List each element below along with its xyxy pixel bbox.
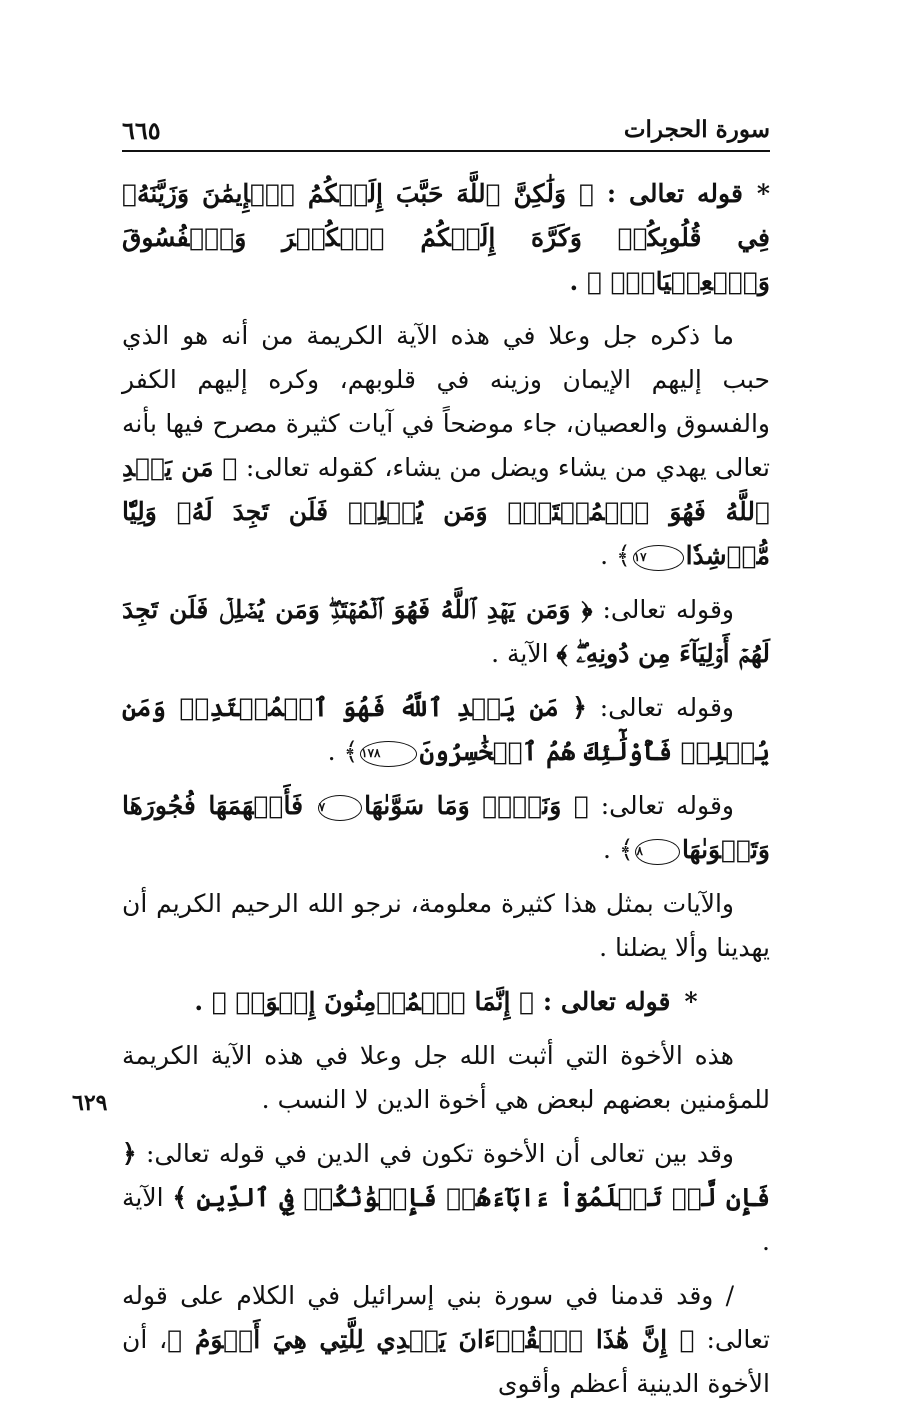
star-marker: * <box>756 179 770 208</box>
paragraph-3 <box>122 588 770 676</box>
header-rule <box>122 150 770 152</box>
page-header <box>122 112 770 148</box>
paragraph-tail: ﴾ . <box>600 541 631 570</box>
margin-page-reference: ٦٢٩ <box>72 1090 108 1116</box>
quran-verse: ﴿ وَلَٰكِنَّ ٱللَّهَ حَبَّبَ إِلَيۡكُمُ ٱلۡإِيمَٰنَ وَزَيَّنَهُۥ فِي قُلُوبِكُمۡ وَكَرَّهَ إِلَيۡكُمُ ٱلۡكُفۡرَ وَٱلۡفُسُوقَ وَٱلۡعِصۡيَانَۚ ﴾ <box>122 179 770 296</box>
paragraph-tail: الآية . <box>491 639 557 668</box>
ayah-number-marker: ٨ <box>635 839 679 865</box>
quran-verse: ﴿ مَن يَهۡدِ ٱللَّهُ فَهُوَ ٱلۡمُهۡتَدِۖ وَمَن يُضۡلِلۡ فَلَن تَجِدَ لَهُۥ وَلِيّٗا مُّرۡشِدٗا <box>122 453 770 570</box>
paragraph-tail: ﴾ . <box>602 835 634 864</box>
ayah-number-marker: ١٧ <box>633 545 684 571</box>
quran-verse: ﴿ وَنَفۡسٖ وَمَا سَوَّىٰهَا <box>364 791 589 820</box>
paragraph-tail: الآية . <box>122 1183 770 1256</box>
page-number: ٦٦٥ <box>122 116 161 145</box>
paragraph-8 <box>122 1034 770 1122</box>
paragraph-tail: ﴾ . <box>327 737 359 766</box>
page-body <box>122 172 770 1416</box>
paragraph-5 <box>122 784 770 872</box>
paragraph-text: وقوله تعالى: <box>588 791 734 820</box>
quran-verse: ﴿ وَمَن يَهۡدِ ٱللَّهُ فَهُوَ ٱلۡمُهۡتَدِۖ وَمَن يُضۡلِلۡ فَلَن تَجِدَ لَهُمۡ أَوۡلِيَآءَ مِن دُونِهِۦۖ ﴾ <box>122 595 770 668</box>
paragraph-text: والآيات بمثل هذا كثيرة معلومة، نرجو الله الرحيم الكريم أن يهدينا وألا يضلنا . <box>122 889 770 962</box>
quran-verse: ﴿ إِنَّ هَٰذَا ٱلۡقُرۡءَانَ يَهۡدِي لِلَّتِي هِيَ أَقۡوَمُ ﴾ <box>167 1325 695 1354</box>
heading-lead: قوله تعالى : <box>542 987 671 1016</box>
quran-verse: ﴿ فَإِن لَّمۡ تَعۡلَمُوٓاْ ءَابَآءَهُمۡ فَإِخۡوَٰنُكُمۡ فِي ٱلدِّينِ ﴾ <box>122 1139 771 1212</box>
ayah-number-marker: ٧ <box>318 795 362 821</box>
paragraph-9 <box>122 1132 770 1264</box>
paragraph-text: هذه الأخوة التي أثبت الله جل وعلا في هذه الآية الكريمة للمؤمنين بعضهم لبعض هي أخوة الدين لا النسب . <box>122 1041 770 1114</box>
star-marker: * <box>684 987 698 1016</box>
paragraph-6 <box>122 882 770 970</box>
section-heading-1 <box>122 172 770 304</box>
heading-tail: . <box>569 267 587 296</box>
paragraph-text: وقوله تعالى: <box>586 693 734 722</box>
heading-lead: قوله تعالى : <box>606 179 743 208</box>
quran-verse: ﴿ إِنَّمَا ٱلۡمُؤۡمِنُونَ إِخۡوَةٞ ﴾ <box>211 987 535 1016</box>
section-heading-2 <box>122 980 770 1024</box>
paragraph-tail: ، أن الأخوة الدينية أعظم وأقوى <box>122 1325 770 1398</box>
paragraph-text: وقوله تعالى: <box>592 595 734 624</box>
surah-title: سورة الحجرات <box>623 116 770 143</box>
paragraph-text: / وقد قدمنا في سورة بني إسرائيل في الكلام على قوله تعالى: <box>122 1281 770 1354</box>
quran-verse-continued: فَأَلۡهَمَهَا فُجُورَهَا وَتَقۡوَىٰهَا <box>122 791 770 864</box>
paragraph-text: وقد بين تعالى أن الأخوة تكون في الدين في قوله تعالى: <box>136 1139 734 1168</box>
heading-tail: . <box>194 987 212 1016</box>
paragraph-4 <box>122 686 770 774</box>
paragraph-text: ما ذكره جل وعلا في هذه الآية الكريمة من أنه هو الذي حبب إليهم الإيمان وزينه في قلوبهم، وكره إليهم الكفر والفسوق والعصيان، جاء موضحاً في آيات كثيرة مصرح فيها بأنه تعالى يهدي من يشاء ويضل من يشاء، كقوله تعالى: <box>122 321 771 482</box>
paragraph-10 <box>122 1274 770 1406</box>
quran-verse: ﴿ مَن يَهۡدِ ٱللَّهُ فَهُوَ ٱلۡمُهۡتَدِيۖ وَمَن يُضۡلِلۡ فَأُوْلَٰٓئِكَ هُمُ ٱلۡخَٰسِرُونَ <box>122 693 770 766</box>
paragraph-2 <box>122 314 770 578</box>
ayah-number-marker: ١٧٨ <box>360 741 417 767</box>
